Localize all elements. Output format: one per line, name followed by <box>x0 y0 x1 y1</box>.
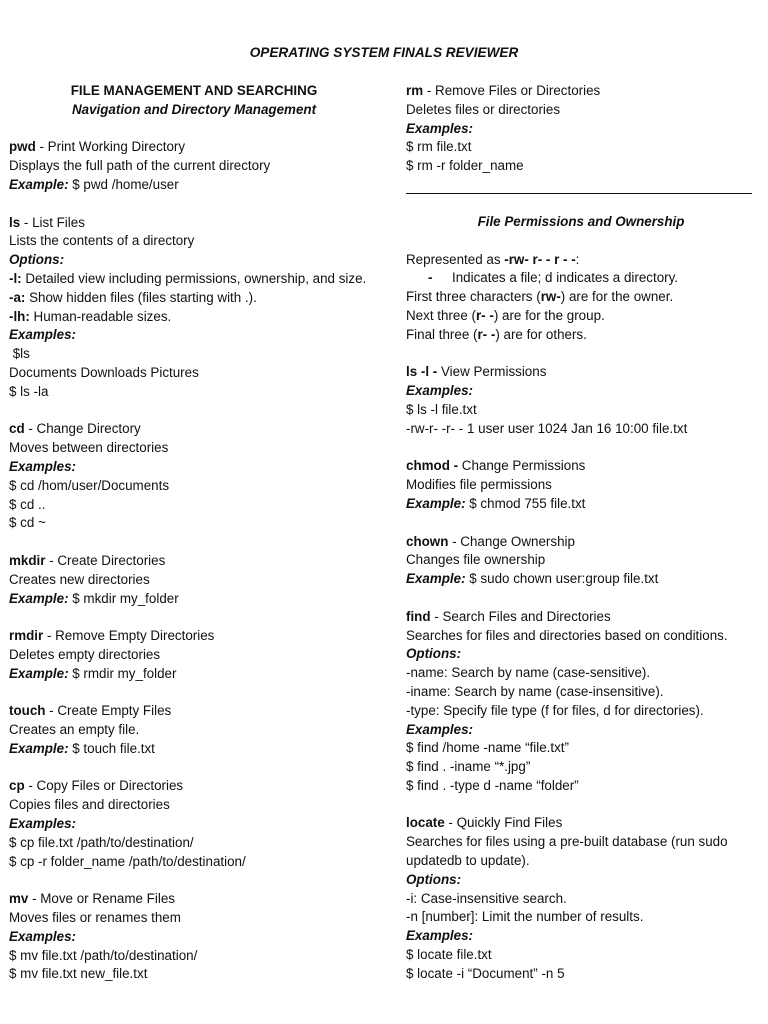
example-line: $ cp file.txt /path/to/destination/ <box>9 834 194 850</box>
command-title: - List Files <box>20 214 85 230</box>
command-name: chown <box>406 533 449 549</box>
example-line: $ cd /hom/user/Documents <box>9 477 170 493</box>
example-line: $ls <box>9 346 30 362</box>
option-text: Human-readable sizes. <box>29 308 172 324</box>
find-entry <box>406 608 756 796</box>
command-title: - Create Empty Files <box>45 703 172 719</box>
option-key: -lh: <box>9 308 30 324</box>
section-subheading: Navigation and Directory Management <box>71 101 317 117</box>
example-text: $ mkdir my_folder <box>68 590 179 606</box>
option-line: -type: Specify file type (f for files, d for directories). <box>406 702 704 718</box>
command-name: rmdir <box>9 628 44 644</box>
perm-text: ) are for the owner. <box>560 289 674 305</box>
command-title: - Change Directory <box>24 421 141 437</box>
perm-string: -rw- r- - r - - <box>504 251 576 267</box>
example-text: $ chmod 755 file.txt <box>465 495 586 511</box>
command-name: rm <box>406 83 424 98</box>
command-title: - Move or Rename Files <box>28 891 175 907</box>
example-line: $ cp -r folder_name /path/to/destination/ <box>9 853 246 869</box>
locate-entry <box>406 814 756 983</box>
example-line: -rw-r- -r- - 1 user user 1024 Jan 16 10:00 file.txt <box>406 420 688 436</box>
section-divider <box>406 193 752 194</box>
option-key: -a: <box>9 289 26 305</box>
example-line: $ mv file.txt /path/to/destination/ <box>9 947 198 963</box>
pwd-entry <box>9 138 379 194</box>
example-label: Example: <box>9 740 69 756</box>
command-description: Moves between directories <box>9 440 169 456</box>
command-name: mv <box>9 891 29 907</box>
command-description: Displays the full path of the current directory <box>9 158 271 174</box>
bullet-dash: - <box>428 270 433 286</box>
command-title: View Permissions <box>437 364 547 380</box>
perm-text: ) are for the group. <box>493 307 605 323</box>
command-description: Copies files and directories <box>9 797 170 813</box>
perm-text: Represented as <box>406 251 505 267</box>
example-text: $ pwd /home/user <box>68 176 179 192</box>
command-title: Change Permissions <box>458 458 586 474</box>
mkdir-entry <box>9 552 379 608</box>
option-text: Detailed view including permissions, ownership, and size. <box>21 270 367 286</box>
option-line: -n [number]: Limit the number of results. <box>406 909 644 925</box>
example-line: $ locate file.txt <box>406 947 492 963</box>
rm-entry <box>406 82 756 176</box>
examples-label: Examples: <box>9 327 76 343</box>
example-line: $ locate -i “Document” -n 5 <box>406 965 565 981</box>
example-text: $ rmdir my_folder <box>68 665 177 681</box>
command-description: Moves files or renames them <box>9 910 181 926</box>
option-line: -i: Case-insensitive search. <box>406 890 567 906</box>
example-label: Example: <box>9 176 69 192</box>
example-label: Example: <box>9 590 69 606</box>
cd-entry <box>9 420 379 533</box>
example-line: $ mv file.txt new_file.txt <box>9 966 148 982</box>
options-label: Options: <box>406 646 462 662</box>
perm-text: First three characters ( <box>406 289 541 305</box>
examples-label: Examples: <box>9 816 76 832</box>
permissions-heading: File Permissions and Ownership <box>477 213 685 229</box>
command-name: pwd <box>9 139 36 155</box>
chown-entry <box>406 533 756 589</box>
touch-entry <box>9 702 379 758</box>
command-name: touch <box>9 703 46 719</box>
option-text: Show hidden files (files starting with .). <box>25 289 257 305</box>
examples-label: Examples: <box>406 928 473 944</box>
command-title: - Copy Files or Directories <box>24 778 184 794</box>
example-label: Example: <box>9 665 69 681</box>
example-text: $ touch file.txt <box>68 740 155 756</box>
example-text: $ sudo chown user:group file.txt <box>465 571 659 587</box>
examples-label: Examples: <box>9 928 76 944</box>
command-name: cp <box>9 778 25 794</box>
example-line: $ rm file.txt <box>406 139 472 155</box>
command-name: locate <box>406 815 445 831</box>
perm-text: Final three ( <box>406 326 478 342</box>
command-description: Searches for files using a pre-built database (run sudo updatedb to update). <box>406 834 728 869</box>
examples-label: Examples: <box>9 458 76 474</box>
mv-entry <box>9 890 379 984</box>
example-label: Example: <box>406 571 466 587</box>
command-description: Creates new directories <box>9 571 150 587</box>
example-line: $ find /home -name “file.txt” <box>406 740 569 756</box>
command-title: - Remove Empty Directories <box>43 628 215 644</box>
command-title: - Search Files and Directories <box>430 608 611 624</box>
examples-label: Examples: <box>406 383 473 399</box>
command-title: - Change Ownership <box>448 533 575 549</box>
command-description: Modifies file permissions <box>406 477 552 493</box>
example-line: $ ls -la <box>9 383 49 399</box>
right-column <box>406 82 756 984</box>
command-name: mkdir <box>9 552 46 568</box>
command-name: ls <box>9 214 21 230</box>
option-line: -iname: Search by name (case-insensitive). <box>406 683 664 699</box>
section-heading: FILE MANAGEMENT AND SEARCHING <box>70 83 318 98</box>
left-column <box>9 82 379 984</box>
command-description: Searches for files and directories based on conditions. <box>406 627 728 643</box>
ls-entry <box>9 214 379 402</box>
example-line: $ cd ~ <box>9 515 46 531</box>
page-title: OPERATING SYSTEM FINALS REVIEWER <box>249 45 519 60</box>
example-line: $ ls -l file.txt <box>406 401 477 417</box>
option-key: -l: <box>9 270 22 286</box>
rmdir-entry <box>9 627 379 683</box>
options-label: Options: <box>9 252 65 268</box>
command-description: Changes file ownership <box>406 552 546 568</box>
example-line: $ find . -iname “*.jpg” <box>406 759 531 775</box>
example-line: $ cd .. <box>9 496 46 512</box>
command-name: find <box>406 608 431 624</box>
example-line: $ find . -type d -name “folder” <box>406 777 579 793</box>
command-description: Deletes files or directories <box>406 101 561 117</box>
command-name: chmod - <box>406 458 459 474</box>
options-label: Options: <box>406 871 462 887</box>
example-label: Example: <box>406 495 466 511</box>
permissions-entry <box>406 251 756 345</box>
perm-group: r- - <box>475 307 494 323</box>
command-description: Deletes empty directories <box>9 646 161 662</box>
ls-l-entry <box>406 363 756 438</box>
example-line: $ rm -r folder_name <box>406 158 524 174</box>
perm-others: r- - <box>477 326 496 342</box>
command-description: Creates an empty file. <box>9 722 140 738</box>
command-title: - Print Working Directory <box>35 139 186 155</box>
perm-text: ) are for others. <box>495 326 587 342</box>
examples-label: Examples: <box>406 120 473 136</box>
example-line: Documents Downloads Pictures <box>9 364 199 380</box>
command-title: - Remove Files or Directories <box>423 83 601 98</box>
perm-text: Next three ( <box>406 307 476 323</box>
cp-entry <box>9 777 379 871</box>
command-description: Lists the contents of a directory <box>9 233 195 249</box>
option-line: -name: Search by name (case-sensitive). <box>406 665 651 681</box>
command-name: cd <box>9 421 25 437</box>
command-title: - Quickly Find Files <box>444 815 563 831</box>
perm-owner: rw- <box>540 289 561 305</box>
command-title: - Create Directories <box>45 552 166 568</box>
command-name: ls -l - <box>406 364 438 380</box>
perm-text: : <box>575 251 580 267</box>
chmod-entry <box>406 457 756 513</box>
examples-label: Examples: <box>406 721 473 737</box>
bullet-text: Indicates a file; d indicates a directory. <box>452 270 679 286</box>
